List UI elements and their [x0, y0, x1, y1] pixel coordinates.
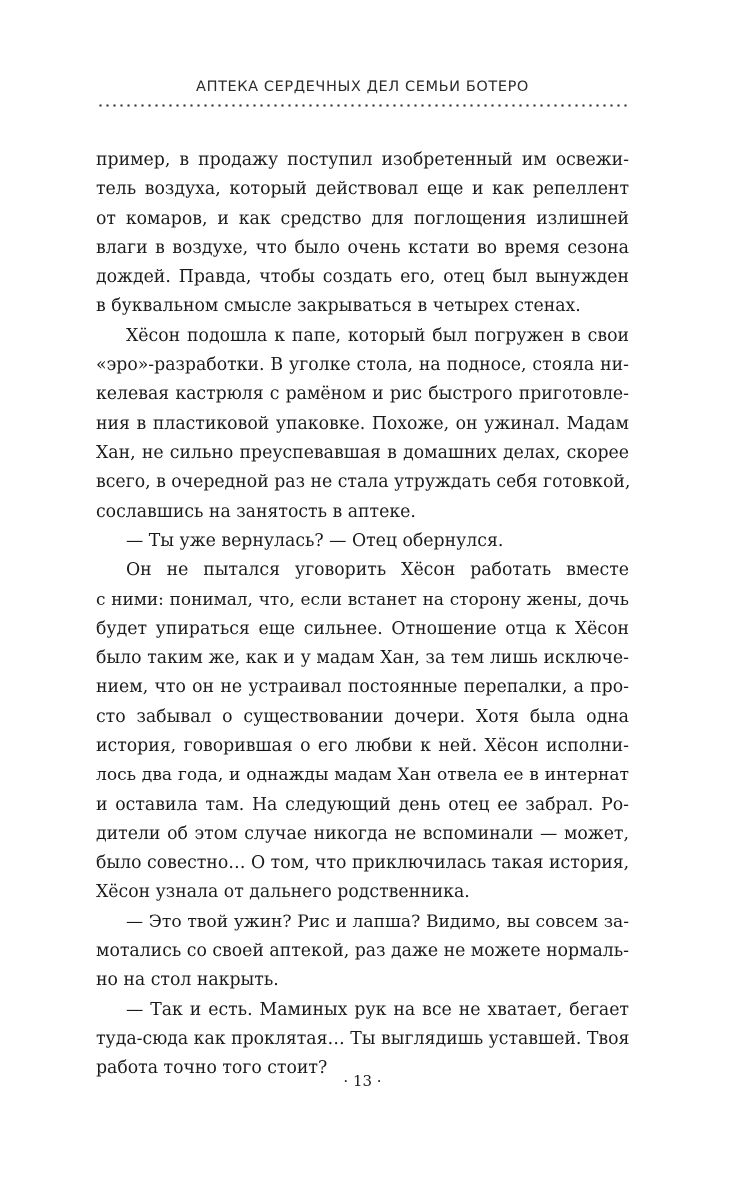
text-line: пример, в продажу поступил изобретенный им освежи-: [96, 150, 629, 170]
dotted-rule: [97, 104, 629, 107]
text-line: лось два года, и однажды мадам Хан отвела ее в интернат: [96, 765, 629, 786]
text-line: история, говорившая о его любви к ней. Хёсон исполни-: [96, 735, 629, 756]
paragraph: [96, 322, 629, 527]
text-line: — Так и есть. Маминых рук на все не хватает, бегает: [126, 999, 629, 1020]
text-line: и оставила там. На следующий день отец ее забрал. Ро-: [96, 794, 629, 815]
text-line: ния в пластиковой упаковке. Похоже, он ужинал. Мадам: [96, 413, 629, 434]
text-line: всего, в очередной раз не стала утруждать себя готовкой,: [96, 472, 631, 493]
page-number: · 13 ·: [343, 1072, 382, 1090]
text-line: мотались со своей аптекой, раз даже не можете нормаль-: [96, 941, 630, 962]
paragraph: [96, 527, 629, 556]
text-line: — Ты уже вернулась? — Отец обернулся.: [126, 530, 504, 551]
text-line: «эро»-разработки. В уголке стола, на подносе, стояла ни-: [96, 355, 629, 376]
paragraph: [96, 146, 629, 322]
text-line: дители об этом случае никогда не вспоминали — может,: [96, 823, 629, 844]
text-line: келевая кастрюля с рамёном и рис быстрого приготовле-: [96, 384, 629, 405]
text-line: было таким же, как и у мадам Хан, за тем лишь исключе-: [96, 648, 629, 669]
text-line: Хан, не сильно преуспевавшая в домашних делах, скорее: [96, 442, 629, 463]
paragraph: [96, 556, 629, 908]
text-line: Хёсон узнала от дальнего родственника.: [96, 882, 470, 903]
body-text: [96, 146, 629, 1084]
text-line: работа точно того стоит?: [96, 1058, 328, 1079]
text-line: сто забывал о существовании дочери. Хотя была одна: [96, 706, 629, 727]
text-line: с ними: понимал, что, если встанет на сторону жены, дочь: [96, 589, 629, 610]
text-line: туда-сюда как проклятая… Ты выглядишь уставшей. Твоя: [96, 1028, 630, 1049]
text-line: дождей. Правда, чтобы создать его, отец был вынужден: [96, 267, 629, 288]
running-head: АПТЕКА СЕРДЕЧНЫХ ДЕЛ СЕМЬИ БОТЕРО: [196, 79, 529, 95]
paragraph: [96, 996, 629, 1084]
text-line: нием, что он не устраивал постоянные перепалки, а про-: [96, 677, 629, 698]
text-line: Хёсон подошла к папе, который был погружен в свои: [126, 325, 629, 346]
text-line: но на стол накрыть.: [96, 970, 279, 991]
text-line: от комаров, и как средство для поглощения излишней: [96, 208, 629, 229]
text-line: сославшись на занятость в аптеке.: [96, 501, 416, 522]
text-line: — Это твой ужин? Рис и лапша? Видимо, вы совсем за-: [126, 911, 629, 932]
text-line: будет упираться еще сильнее. Отношение отца к Хёсон: [96, 618, 629, 639]
paragraph: [96, 908, 629, 996]
text-line: в буквальном смысле закрываться в четырех стенах.: [96, 296, 581, 317]
text-line: Он не пытался уговорить Хёсон работать вместе: [126, 560, 629, 581]
text-line: было совестно… О том, что приключилась такая история,: [96, 853, 630, 874]
text-line: влаги в воздухе, что было очень кстати во время сезона: [96, 237, 629, 258]
text-line: тель воздуха, который действовал еще и как репеллент: [96, 179, 629, 200]
